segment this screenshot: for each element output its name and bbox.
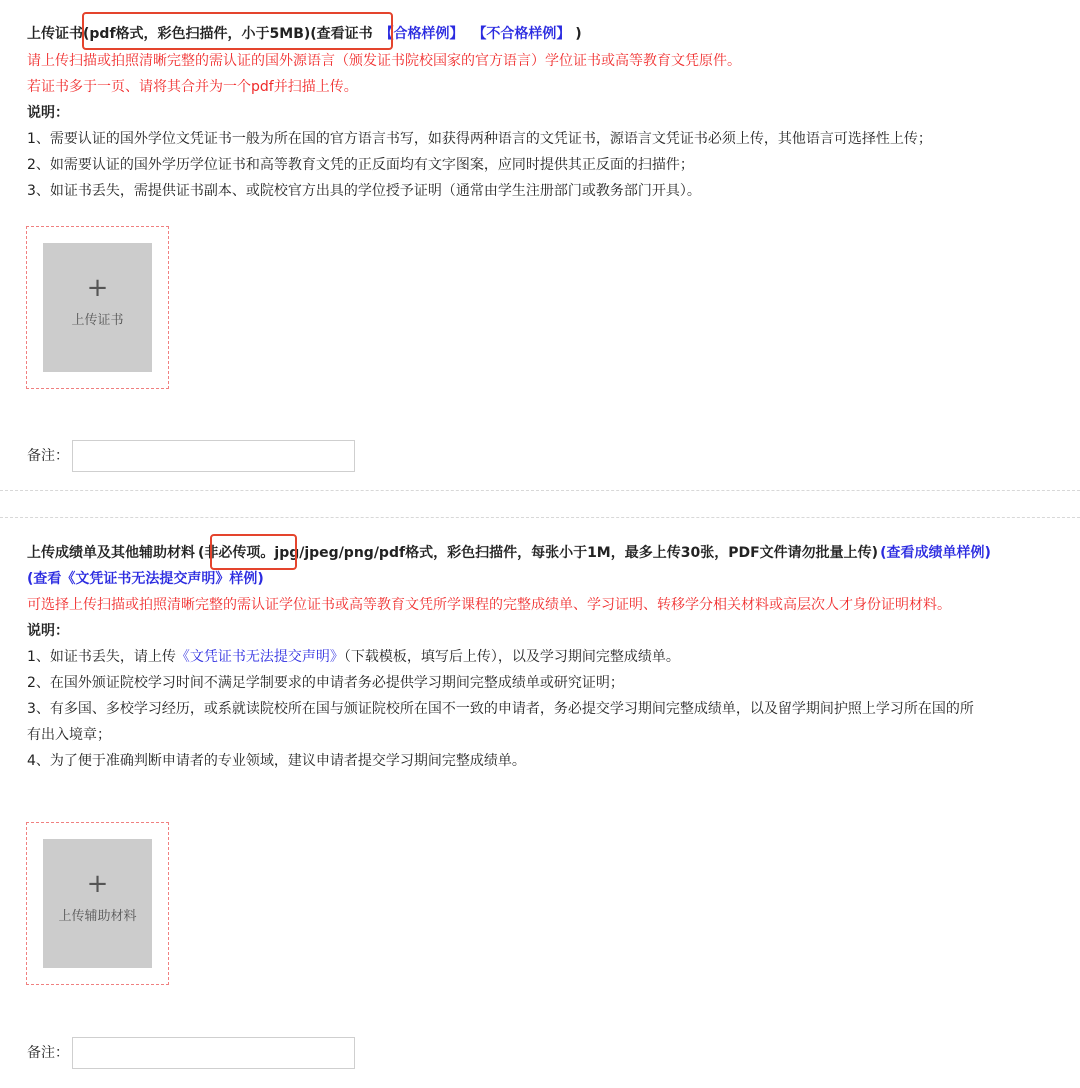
cert-requirement-line-2: 若证书多于一页、请将其合并为一个pdf并扫描上传。 xyxy=(27,79,358,95)
transcript-requirement-line: 可选择上传扫描或拍照清晰完整的需认证学位证书或高等教育文凭所学课程的完整成绩单、学习证明、转移学分相关材料或高层次人才身份证明材料。 xyxy=(27,597,951,613)
view-transcript-sample-link[interactable]: (查看成绩单样例) xyxy=(880,545,991,561)
transcript-note-2: 2、在国外颁证院校学习时间不满足学制要求的申请者务必提供学习期间完整成绩单或研究证明； xyxy=(27,675,624,691)
qualified-sample-link[interactable]: 【合格样例】 xyxy=(379,26,464,42)
view-statement-sample-link[interactable]: (查看《文凭证书无法提交声明》样例) xyxy=(27,571,264,587)
transcript-note-3-line-2: 有出入境章； xyxy=(27,727,111,743)
transcript-upload-frame xyxy=(26,822,169,985)
transcript-note-1-suffix: （下载模板，填写后上传），以及学习期间完整成绩单。 xyxy=(343,649,680,665)
cert-format-note: (pdf格式，彩色扫描件，小于5MB) xyxy=(83,26,311,42)
statement-template-link[interactable]: 《文凭证书无法提交声明》 xyxy=(175,649,344,665)
transcript-note-3-line-1: 3、有多国、多校学习经历，或系就读院校所在国与颁证院校所在国不一致的申请者，务必提交学习期间完整成绩单，以及留学期间护照上学习所在国的所 xyxy=(27,701,974,717)
transcript-note-1-prefix: 1、如证书丢失，请上传 xyxy=(27,649,176,665)
upload-certificate-button[interactable] xyxy=(43,243,152,372)
cert-note-3: 3、如证书丢失，需提供证书副本、或院校官方出具的学位授予证明（通常由学生注册部门或教务部门开具）。 xyxy=(27,183,701,199)
cert-remark-label: 备注： xyxy=(27,448,69,464)
certificate-upload-section xyxy=(0,0,1080,490)
plus-icon: + xyxy=(86,869,109,899)
cert-note-2: 2、如需要认证的国外学历学位证书和高等教育文凭的正反面均有文字图案，应同时提供其正反面的扫描件； xyxy=(27,157,694,173)
cert-title: 上传证书 xyxy=(27,26,83,42)
transcript-remark-label: 备注： xyxy=(27,1045,69,1061)
transcript-title-line xyxy=(27,540,1062,566)
cert-title-line xyxy=(27,21,1062,47)
cert-note-1: 1、需要认证的国外学位文凭证书一般为所在国的官方语言书写，如获得两种语言的文凭证书，源语言文凭证书必须上传，其他语言可选择性上传； xyxy=(27,131,932,147)
transcript-note-1 xyxy=(27,644,1062,670)
transcript-note-4: 4、为了便于准确判断申请者的专业领域，建议申请者提交学习期间完整成绩单。 xyxy=(27,753,526,769)
cert-remark-input[interactable] xyxy=(72,440,355,472)
upload-certificate-label: 上传证书 xyxy=(71,313,124,328)
transcript-title: 上传成绩单及其他辅助材料 xyxy=(27,545,195,561)
unqualified-sample-link[interactable]: 【不合格样例】 xyxy=(472,26,571,42)
cert-title-close: ) xyxy=(570,26,582,42)
upload-supporting-materials-button[interactable] xyxy=(43,839,152,968)
cert-requirement-line-1: 请上传扫描或拍照清晰完整的需认证的国外源语言（颁发证书院校国家的官方语言）学位证书或高等教育文凭原件。 xyxy=(27,53,741,69)
cert-upload-frame xyxy=(26,226,169,389)
transcript-remark-input[interactable] xyxy=(72,1037,355,1069)
transcript-format-note: jpg/jpeg/png/pdf格式，彩色扫描件，每张小于1M，最多上传30张，PDF文件请勿批量上传) xyxy=(274,545,879,561)
upload-supporting-materials-label: 上传辅助材料 xyxy=(58,909,137,924)
plus-icon: + xyxy=(86,273,109,303)
view-certificate-link[interactable]: (查看证书 xyxy=(310,26,373,42)
cert-notes-heading: 说明： xyxy=(27,105,69,121)
transcript-notes-heading: 说明： xyxy=(27,623,69,639)
transcript-optional-note: (非必传项。 xyxy=(198,545,275,561)
transcript-upload-section xyxy=(0,491,1080,1088)
